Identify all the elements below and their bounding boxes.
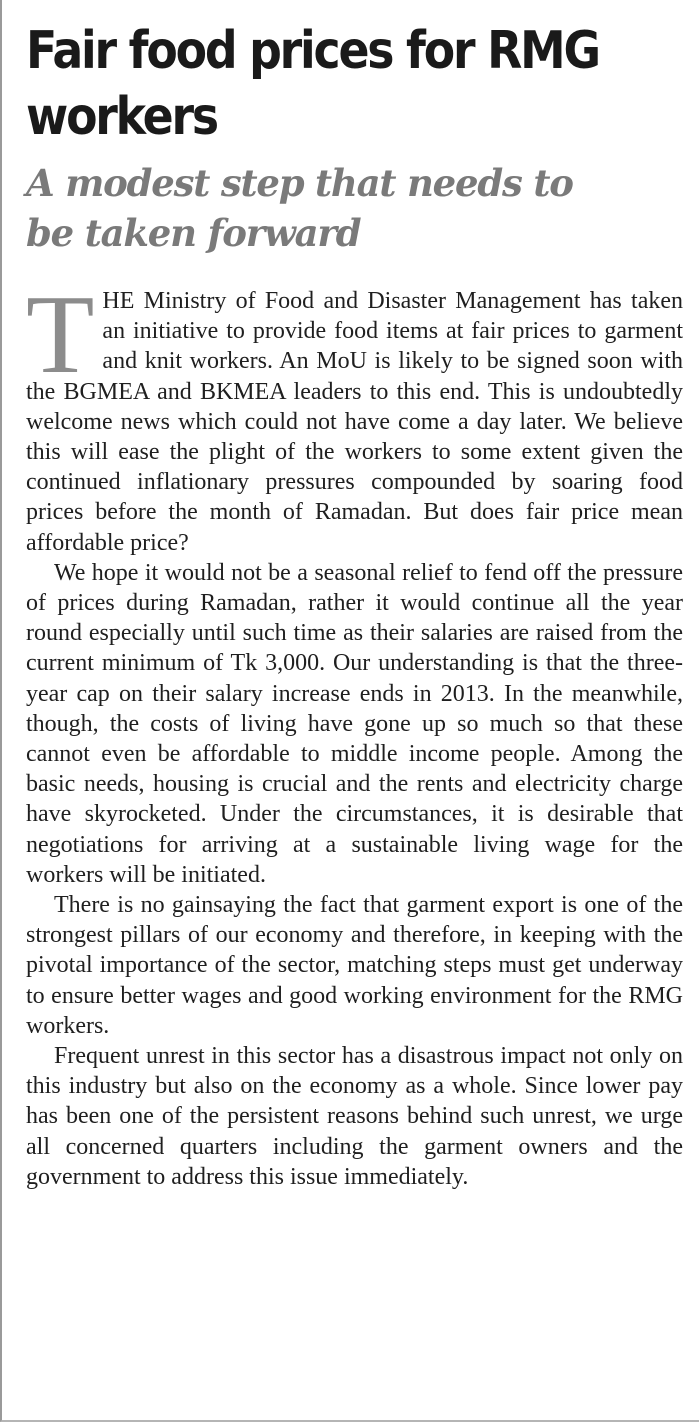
paragraph-2: We hope it would not be a seasonal relief to fend off the pressure of prices during Ramadan, rather it would continue all the year round especially until such time as their salaries are raised from the current minimum of Tk 3,000. Our understanding is that the three-year cap on their salary increase ends in 2013. In the meanwhile, though, the costs of living have gone up so much so that these cannot even be affordable to middle income people. Among the basic needs, housing is crucial and the rents and electricity charge have skyrocketed. Under the circumstances, it is desirable that negotiations for arriving at a sustainable living wage for the workers will be initiated. [26, 559, 683, 888]
paragraph-1 [26, 273, 683, 558]
subheadline: A modest step that needs to be taken forward [26, 161, 573, 255]
headline: Fair food prices for RMG workers [26, 21, 599, 147]
article-body [26, 273, 683, 1192]
drop-cap: T [26, 273, 95, 397]
paragraph-3: There is no gainsaying the fact that garment export is one of the strongest pillars of our economy and therefore, in keeping with the pivotal importance of the sector, matching steps must get underway to ensure better wages and good working environment for the RMG workers. [26, 892, 683, 1039]
paragraph-1-text: HE Ministry of Food and Disaster Management has taken an initiative to provide food items at fair prices to garment and knit workers. An MoU is likely to be signed soon with the BGMEA and BKMEA leaders to this end. This is undoubtedly welcome news which could not have come a day later. We believe this will ease the plight of the workers to some extent given the continued inflationary pressures compounded by soaring food prices before the month of Ramadan. But does fair price mean affordable price? [26, 288, 683, 556]
paragraph-4: Frequent unrest in this sector has a disastrous impact not only on this industry but also on the economy as a whole. Since lower pay has been one of the persistent reasons behind such unrest, we urge all concerned quarters including the garment owners and the government to address this issue immediately. [26, 1043, 683, 1190]
